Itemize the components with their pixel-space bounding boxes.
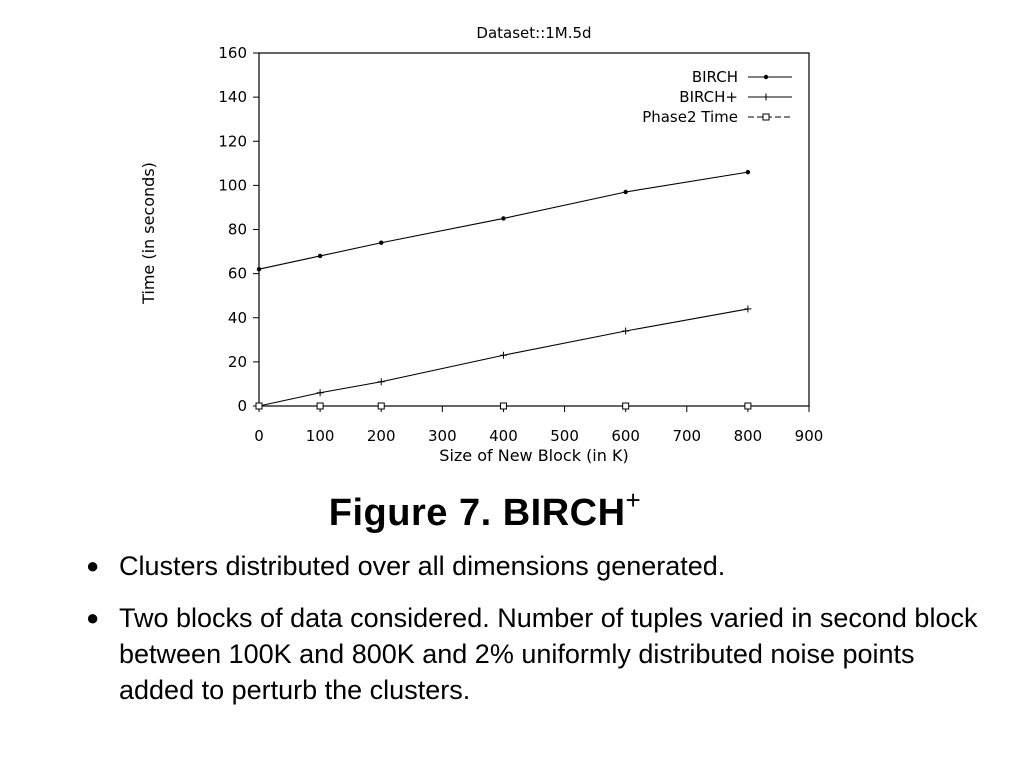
y-tick-label: 40 [227, 308, 247, 327]
legend [642, 68, 792, 126]
y-tick-label: 60 [227, 264, 247, 283]
y-tick-label: 20 [227, 352, 247, 371]
series-birch [257, 170, 750, 271]
birch-point [379, 241, 383, 245]
x-tick-label: 800 [733, 427, 763, 445]
bullet-marker: ● [86, 605, 100, 630]
x-tick-label: 0 [254, 427, 264, 445]
birch-point [501, 216, 505, 220]
legend-birch-point [764, 75, 768, 79]
series-group [256, 170, 752, 410]
bullet-marker: ● [86, 553, 100, 578]
y-axis-label: Time (in seconds) [139, 162, 158, 304]
x-tick-label: 100 [305, 427, 335, 445]
series-birch-plus [256, 305, 752, 409]
legend-label-birch: BIRCH [691, 68, 738, 86]
birch-plus-point [317, 389, 324, 396]
phase2-time-point [317, 403, 323, 409]
x-tick-label: 600 [611, 427, 640, 445]
legend-label-birch-plus: BIRCH+ [679, 88, 738, 106]
figure-caption-text: Figure 7. BIRCH [328, 492, 626, 534]
x-tick-label: 400 [489, 427, 518, 445]
legend-birch-plus-point [763, 94, 770, 101]
legend-label-phase2-time: Phase2 Time [642, 108, 738, 126]
x-axis-label: Size of New Block (in K) [439, 446, 629, 465]
y-tick-label: 120 [218, 132, 247, 151]
x-tick-label: 900 [794, 427, 824, 445]
phase2-time-point [500, 403, 506, 409]
birch-plus-point [378, 378, 385, 385]
birch-plus-point [622, 327, 629, 334]
birch-plus-point [744, 305, 751, 312]
birch-point [746, 170, 750, 174]
legend-phase2-time-point [763, 114, 769, 120]
phase2-time-point [378, 403, 384, 409]
phase2-time-point [745, 403, 751, 409]
x-tick-label: 500 [550, 427, 579, 445]
y-tick-label: 100 [218, 176, 247, 195]
y-tick-label: 80 [227, 220, 247, 239]
y-tick-label: 0 [237, 397, 247, 415]
series-line-birch [259, 172, 748, 269]
figure-caption-superscript: + [625, 485, 642, 515]
figure-caption [0, 485, 970, 535]
bullet-item [86, 548, 986, 584]
x-tick-label: 300 [428, 427, 457, 445]
phase2-time-point [256, 403, 262, 409]
bullet-text: Two blocks of data considered. Number of tuples varied in second block between 100K and 800K and 2% uniformly distributed noise points added to perturb the clusters. [119, 603, 978, 705]
bullet-item [86, 600, 986, 708]
bullet-list [86, 548, 986, 724]
birch-point [623, 190, 627, 194]
x-tick-label: 700 [672, 427, 702, 445]
y-tick-label: 140 [218, 88, 247, 107]
x-tick-label: 200 [366, 427, 396, 445]
phase2-time-point [623, 403, 629, 409]
bullet-text: Clusters distributed over all dimensions generated. [119, 551, 726, 581]
birch-plus-point [500, 352, 507, 359]
birch-point [318, 254, 322, 258]
y-tick-label: 160 [218, 44, 247, 62]
chart-title: Dataset::1M.5d [476, 24, 592, 42]
birch-point [257, 267, 261, 271]
